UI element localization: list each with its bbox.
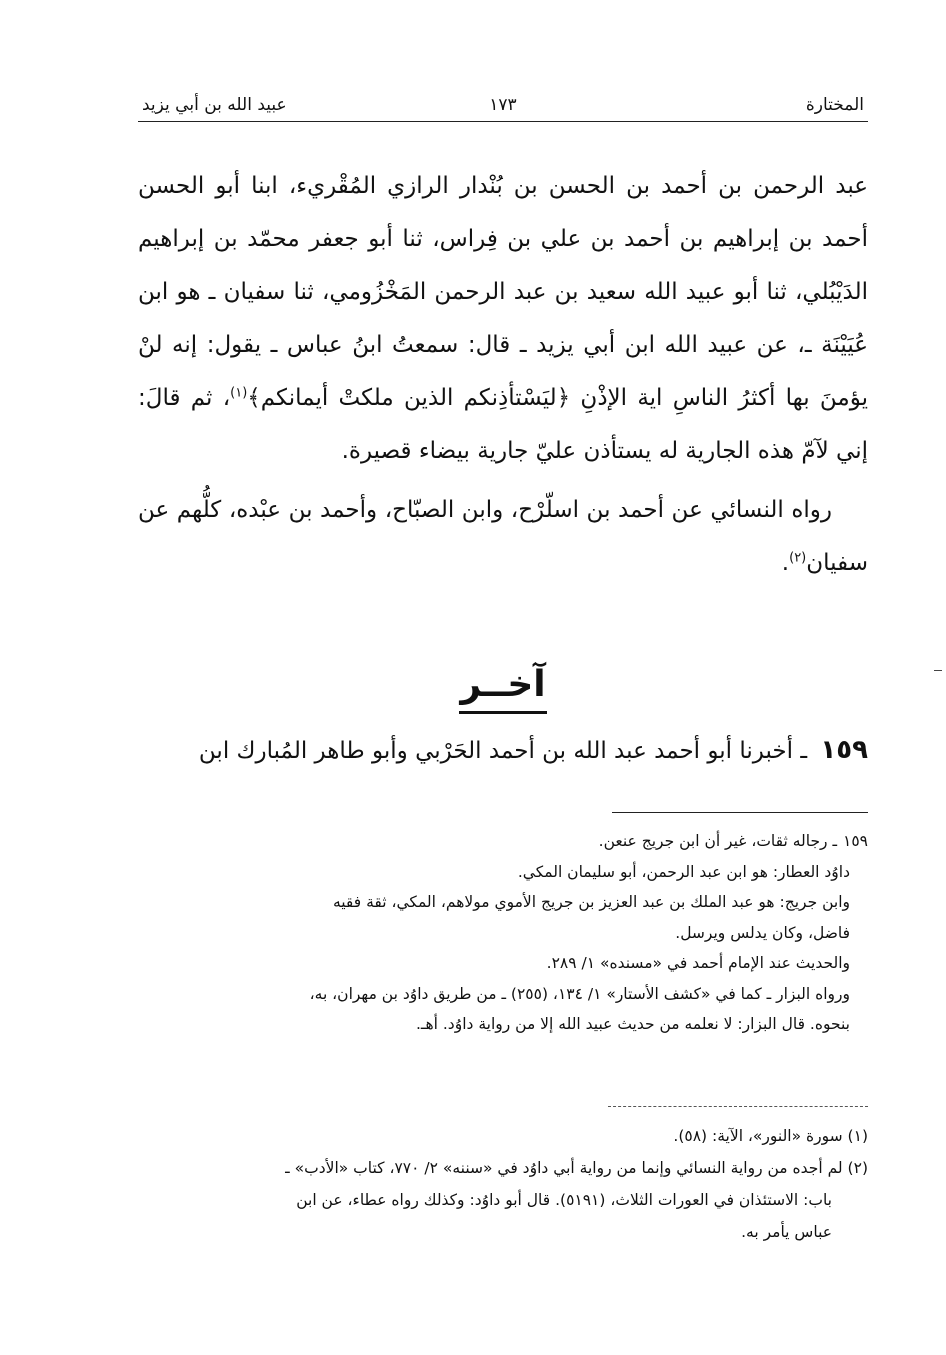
footnote-2-line: عباس يأمر به. bbox=[741, 1223, 832, 1241]
note-line: ورواه البزار ـ كما في «كشف الأستار» ١/ ١٣٤، (٢٥٥) ـ من طريق داوُد بن مهران، به، bbox=[309, 984, 850, 1003]
hadith-number: ١٥٩ bbox=[820, 735, 868, 765]
footnotes bbox=[138, 1120, 868, 1248]
note-line: داوُد العطار: هو ابن عبد الرحمن، أبو سليمان المكي. bbox=[517, 862, 850, 881]
footnote-1: (١) سورة «النور»، الآية: (٥٨). bbox=[673, 1127, 868, 1145]
paragraph-isnad-text: عبد الرحمن بن أحمد بن الحسن بن بُنْدار الرازي المُقْريء، ابنا أبو الحسن أحمد بن إبراهيم بن أحمد بن علي بن فِراس، ثنا أبو جعفر محمّد بن إبراهيم الدَيْبُلي، ثنا أبو عبيد الله سعيد بن عبد الرحمن المَخْزُومي، ثنا سفيان ـ هو ابن عُيَيْنَة ـ، عن عبيد الله ابن أبي يزيد ـ قال: سمعتُ ابنُ عباس ـ يقول: إنه لنْ يؤمنَ بها أكثرُ الناسِ اية الإذْنِ ﴿ليَسْتأذِنكم الذين ملكتْ أيمانكم﴾ bbox=[138, 173, 868, 411]
main-text bbox=[138, 160, 868, 590]
header-book-title: المختارة bbox=[805, 95, 864, 115]
note-line: فاضل، وكان يدلس ويرسل. bbox=[675, 923, 850, 942]
paragraph-isnad bbox=[138, 160, 868, 478]
footnote-marker-2: (٢) bbox=[789, 550, 807, 566]
margin-tick bbox=[934, 670, 942, 671]
paragraph-isnad-end: ، ثم قالَ: إني لآمّ هذه الجارية له يستأذن عليّ جارية بيضاء قصيرة. bbox=[138, 385, 868, 464]
footnote-2-line: (٢) لم أجده من رواية النسائي وإنما من رواية أبي داوُد في «سننه» ٢/ ٧٧٠، كتاب «الأدب» ـ bbox=[285, 1159, 868, 1177]
hadith-text: ـ أخبرنا أبو أحمد عبد الله بن أحمد الحَرْبي وأبو طاهر المُبارك ابن bbox=[198, 738, 808, 764]
note-line: والحديث عند الإمام أحمد في «مسنده» ١/ ٢٨٩. bbox=[546, 954, 850, 972]
note-line: بنحوه. قال البزار: لا نعلمه من حديث عبيد الله إلا من رواية داوُد. أهـ. bbox=[416, 1015, 850, 1033]
footnotes-separator bbox=[608, 1106, 868, 1107]
header-section-title: عبيد الله بن أبي يزيد bbox=[142, 95, 287, 115]
hadith-notes bbox=[138, 826, 868, 1040]
section-title bbox=[138, 655, 868, 714]
notes-separator bbox=[612, 812, 868, 813]
page-number: ١٧٣ bbox=[489, 95, 517, 115]
paragraph-takhrij bbox=[138, 484, 868, 590]
header-rule bbox=[138, 121, 868, 122]
paragraph-takhrij-end: . bbox=[781, 550, 790, 576]
note-number: ١٥٩ bbox=[843, 832, 868, 850]
note-line: ١٥٩ـ رجاله ثقات، غير أن ابن جريج عنعن. bbox=[598, 832, 868, 850]
hadith-159-start bbox=[138, 725, 868, 776]
section-title-underline bbox=[459, 711, 547, 714]
running-header bbox=[138, 92, 868, 118]
footnote-2-line: باب: الاستئذان في العورات الثلاث، (٥١٩١). قال أبو داوُد: وكذلك رواه عطاء، عن ابن bbox=[296, 1191, 832, 1209]
section-title-text: آخــر bbox=[460, 664, 546, 705]
paragraph-takhrij-text: رواه النسائي عن أحمد بن اسلّرْح، وابن الصبّاح، وأحمد بن عبْده، كلُّهم عن سفيان bbox=[138, 497, 868, 576]
note-line: وابن جريج: هو عبد الملك بن عبد العزيز بن جريج الأموي مولاهم، المكي، ثقة فقيه bbox=[332, 893, 850, 911]
footnote-marker-1: (١) bbox=[230, 385, 248, 401]
